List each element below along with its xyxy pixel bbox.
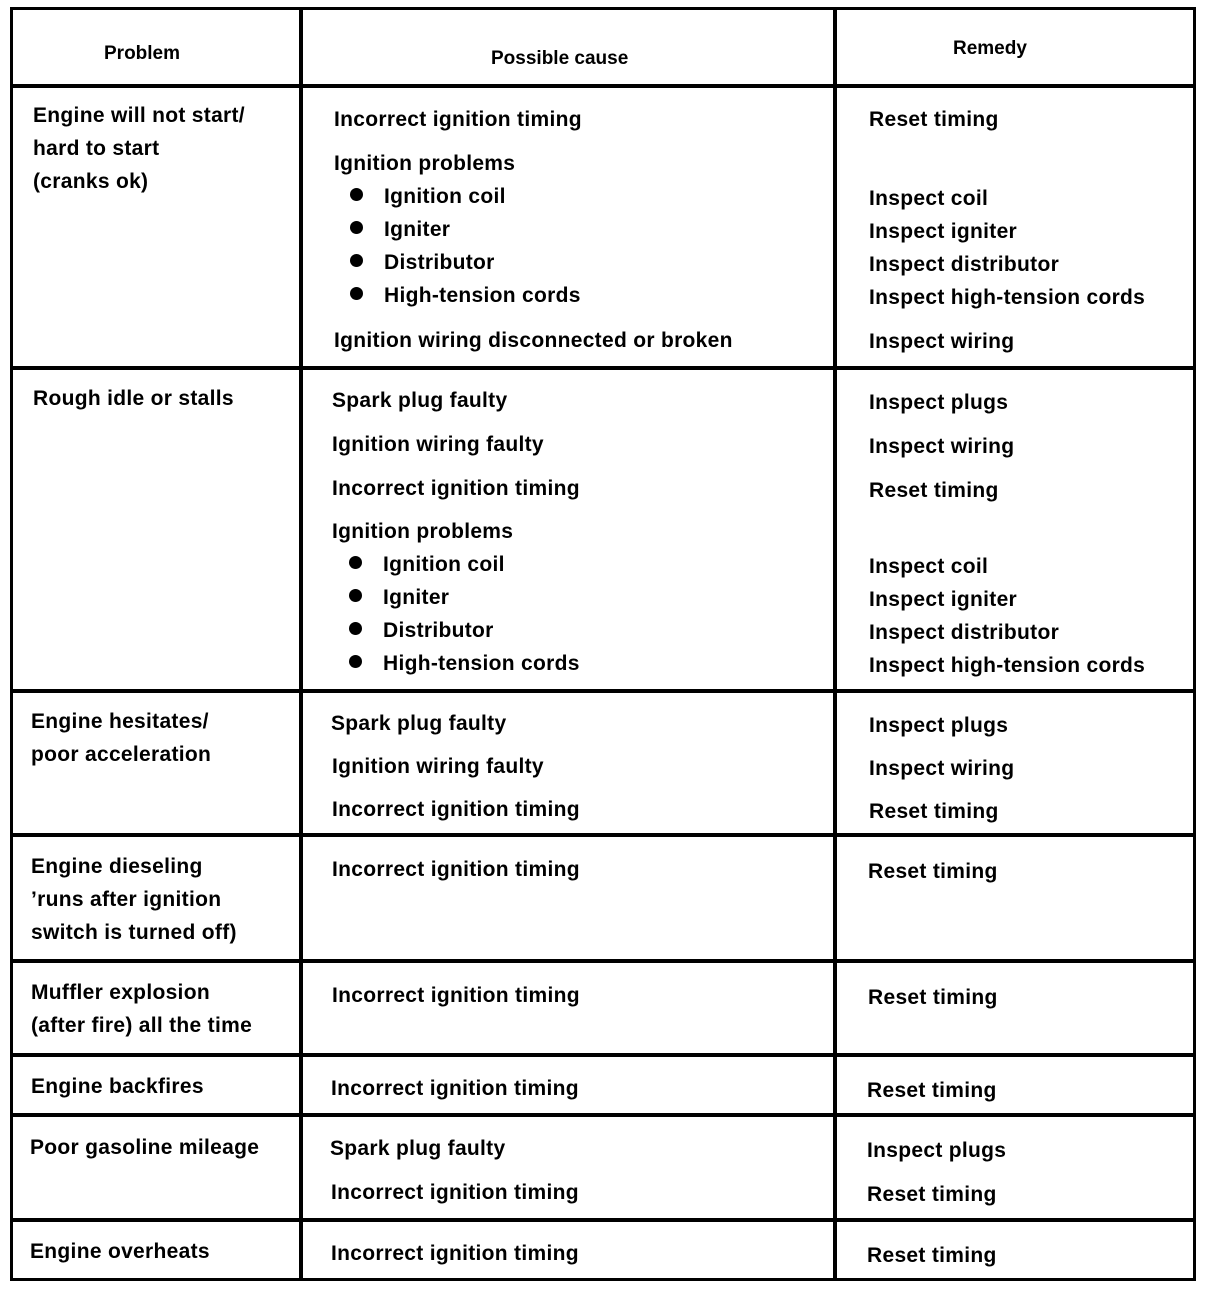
cause-subitem: Distributor (384, 251, 495, 274)
cause-item: Spark plug faulty (332, 389, 508, 412)
bullet-icon (349, 556, 362, 569)
cause-subitem: Ignition coil (384, 185, 506, 208)
remedy-item: Inspect high-tension cords (869, 654, 1146, 677)
cause-item: Incorrect ignition timing (332, 858, 580, 881)
column-divider (833, 10, 837, 1278)
remedy-item: Reset timing (869, 800, 999, 823)
remedy-item: Reset timing (869, 479, 999, 502)
remedy-item: Inspect coil (869, 555, 989, 578)
cause-item: Spark plug faulty (331, 712, 507, 735)
cause-item: Ignition wiring faulty (332, 433, 544, 456)
cause-item: Incorrect ignition timing (331, 1181, 579, 1204)
header-possible-cause: Possible cause (491, 48, 629, 69)
problem-cell: Engine backfires (31, 1075, 204, 1098)
remedy-item: Reset timing (867, 1183, 997, 1206)
problem-cell: Engine overheats (30, 1240, 210, 1263)
row-divider (13, 833, 1193, 837)
remedy-item: Reset timing (867, 1079, 997, 1102)
bullet-icon (349, 622, 362, 635)
row-divider (13, 1053, 1193, 1057)
remedy-item: Inspect wiring (869, 435, 1015, 458)
cause-item: Incorrect ignition timing (332, 984, 580, 1007)
problem-cell: Rough idle or stalls (33, 387, 234, 410)
problem-cell: Engine hesitates/ poor acceleration (31, 710, 212, 766)
cause-subitem: High-tension cords (384, 284, 581, 307)
remedy-item: Inspect distributor (869, 253, 1060, 276)
cause-item: Incorrect ignition timing (334, 108, 582, 131)
cause-item: Incorrect ignition timing (332, 798, 580, 821)
cause-subitem: Igniter (384, 218, 451, 241)
header-problem: Problem (104, 43, 181, 64)
remedy-item: Inspect plugs (869, 714, 1009, 737)
troubleshooting-table (10, 7, 1196, 1281)
row-divider (13, 366, 1193, 370)
cause-item: Incorrect ignition timing (332, 477, 580, 500)
remedy-item: Reset timing (869, 108, 999, 131)
problem-cell: Engine will not start/ hard to start (cranks ok) (33, 104, 245, 193)
bullet-icon (350, 287, 363, 300)
remedy-item: Inspect wiring (869, 757, 1015, 780)
bullet-icon (349, 589, 362, 602)
cause-item: Ignition problems (334, 152, 516, 175)
remedy-item: Inspect igniter (869, 588, 1018, 611)
remedy-item: Reset timing (868, 986, 998, 1009)
cause-item: Incorrect ignition timing (331, 1242, 579, 1265)
problem-cell: Muffler explosion (after fire) all the time (31, 981, 253, 1037)
remedy-item: Reset timing (867, 1244, 997, 1267)
bullet-icon (350, 221, 363, 234)
cause-item: Spark plug faulty (330, 1137, 506, 1160)
remedy-item: Inspect high-tension cords (869, 286, 1146, 309)
bullet-icon (350, 254, 363, 267)
remedy-item: Inspect plugs (869, 391, 1009, 414)
cause-item: Ignition wiring disconnected or broken (334, 329, 733, 352)
cause-subitem: Distributor (383, 619, 494, 642)
cause-item: Ignition problems (332, 520, 514, 543)
column-divider (299, 10, 303, 1278)
row-divider (13, 1113, 1193, 1117)
remedy-item: Inspect igniter (869, 220, 1018, 243)
header-divider (13, 84, 1193, 88)
bullet-icon (349, 655, 362, 668)
row-divider (13, 1218, 1193, 1222)
cause-item: Incorrect ignition timing (331, 1077, 579, 1100)
row-divider (13, 689, 1193, 693)
remedy-item: Inspect coil (869, 187, 989, 210)
bullet-icon (350, 188, 363, 201)
problem-cell: Poor gasoline mileage (30, 1136, 260, 1159)
remedy-item: Reset timing (868, 860, 998, 883)
row-divider (13, 959, 1193, 963)
remedy-item: Inspect distributor (869, 621, 1060, 644)
cause-subitem: Ignition coil (383, 553, 505, 576)
cause-subitem: High-tension cords (383, 652, 580, 675)
problem-cell: Engine dieseling ’runs after ignition switch is turned off) (31, 855, 237, 944)
remedy-item: Inspect wiring (869, 330, 1015, 353)
cause-subitem: Igniter (383, 586, 450, 609)
remedy-item: Inspect plugs (867, 1139, 1007, 1162)
cause-item: Ignition wiring faulty (332, 755, 544, 778)
header-remedy: Remedy (953, 38, 1027, 59)
